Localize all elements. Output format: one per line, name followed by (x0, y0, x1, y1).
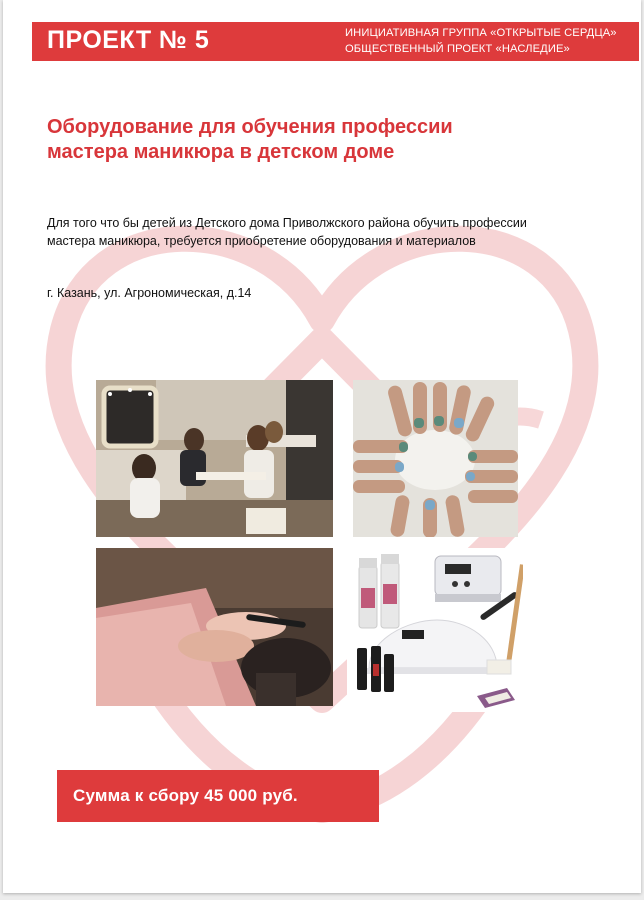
header-banner (32, 22, 639, 61)
address-text: г. Казань, ул. Агрономическая, д.14 (47, 286, 252, 300)
fundraising-amount-box (57, 770, 379, 822)
description-line-1: Для того что бы детей из Детского дома Приволжского района обучить профессии (47, 216, 527, 230)
painted-nails-photo (353, 380, 518, 537)
headline-line-2: мастера маникюра в детском доме (47, 141, 395, 163)
project-headline (47, 115, 567, 165)
fundraising-amount-label: Сумма к сбору 45 000 руб. (73, 786, 298, 805)
headline-line-1: Оборудование для обучения профессии (47, 116, 453, 138)
project-number-title: ПРОЕКТ № 5 (47, 26, 210, 54)
initiative-group-label: ИНИЦИАТИВНАЯ ГРУППА «ОТКРЫТЫЕ СЕРДЦА» (345, 27, 617, 39)
public-project-label: ОБЩЕСТВЕННЫЙ ПРОЕКТ «НАСЛЕДИЕ» (345, 43, 570, 55)
project-description (47, 214, 617, 250)
poster-sheet (3, 0, 641, 893)
classroom-photo (96, 380, 333, 537)
manicure-process-photo (96, 548, 333, 706)
description-line-2: мастера маникюра, требуется приобретение оборудования и материалов (47, 234, 476, 248)
manicure-equipment-photo (347, 548, 523, 712)
